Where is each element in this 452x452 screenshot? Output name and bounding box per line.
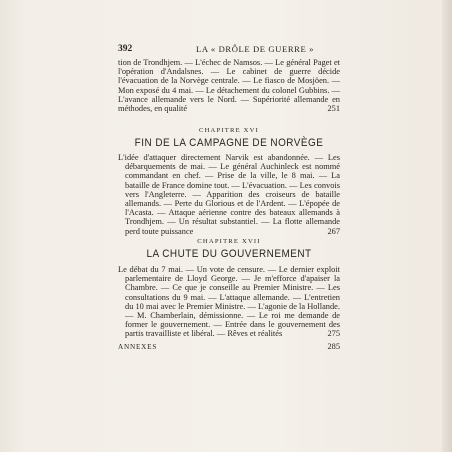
- annexes-label: ANNEXES: [118, 343, 158, 351]
- summary-body: L'idée d'attaquer directement Narvik est abandonnée. — Les débarquements de mai. — Le général Auchinleck est nommé commandant en chef. — Prise de la ville, le 8 mai. — La bataille de France domine tout. — L'évacuation. — Les convois vers l'Angleterre. — Apparition des croiseurs de bataille allemands. — Perte du Glorious et de l'Ardent. — L'épopée de l'Acasta. — Attaque aérienne contre des bateaux allemands à Trondhjem. — Un résultat substantiel. — La flotte allemande perd toute puissance: [118, 153, 340, 236]
- previous-chapter-summary: [118, 58, 340, 113]
- chapter-title: FIN DE LA CAMPAGNE DE NORVÈGE: [134, 137, 324, 149]
- chapter-title: LA CHUTE DU GOUVERNEMENT: [146, 248, 312, 260]
- chapter-summary: [118, 153, 340, 236]
- chapter-label: CHAPITRE XVII: [197, 238, 261, 245]
- page-edge: [442, 0, 452, 452]
- page-reference: 285: [327, 342, 340, 351]
- summary-body: tion de Trondhjem. — L'échec de Namsos. — Le général Paget et l'opération d'Andalsnes. — Le cabinet de guerre décide l'évacuation de la Norvège centrale. — Le fiasco de Mosjöen. — Mon exposé du 4 mai. — Le détachement du colonel Gubbins. — L'avance allemande vers le Nord. — Supériorité allemande en méthodes, en qualité: [118, 58, 340, 114]
- running-header: [118, 43, 340, 55]
- page-number: 392: [118, 44, 133, 54]
- summary-text: [118, 265, 340, 339]
- running-title: LA « DRÔLE DE GUERRE »: [196, 44, 314, 54]
- summary-body: Le débat du 7 mai. — Un vote de censure. — Le dernier exploit parlementaire de Lloyd George. — Je m'efforce d'apaiser la Chambre. — Ce que je conseille au Premier Ministre. — Les consultations du 9 mai. — L'attaque allemande. — L'entretien du 10 mai avec le Premier Ministre. — L'agonie de la Hollande. — M. Chamberlain, démissionne. — Le roi me demande de former le gouvernement. — Entrée dans le gouvernement des partis travailliste et libéral. — Rêves et réalités: [118, 265, 340, 339]
- annexes-entry: [118, 342, 340, 352]
- chapter-summary: [118, 265, 340, 339]
- page-reference: 275: [327, 329, 340, 339]
- summary-text: [118, 153, 340, 236]
- page-reference: 251: [327, 104, 340, 114]
- summary-text: [118, 58, 340, 113]
- page-reference: 267: [327, 226, 340, 236]
- chapter-label: CHAPITRE XVI: [198, 127, 259, 134]
